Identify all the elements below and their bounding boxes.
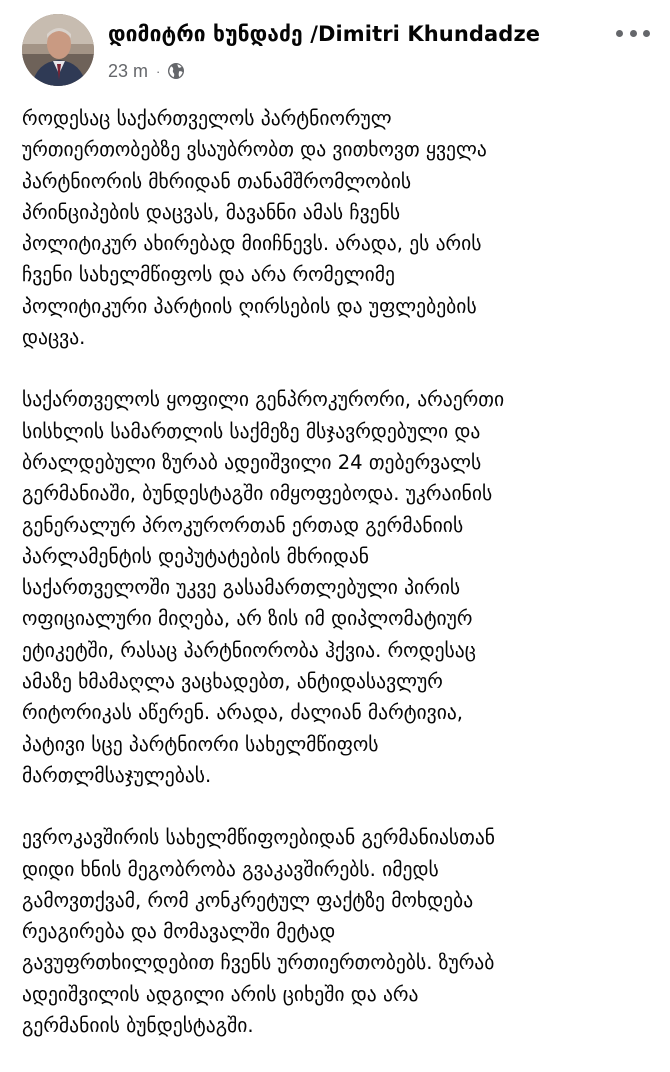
author-name[interactable]: დიმიტრი ხუნდაძე /Dimitri Khundadze [108, 22, 541, 46]
post-meta [108, 60, 185, 82]
more-options-button[interactable] [616, 20, 650, 46]
more-horizontal-icon [616, 30, 623, 37]
post-paragraph: საქართველოს ყოფილი გენპროკურორი, არაერთი სისხლის სამართლის საქმეზე მსჯავრდებული და ბრალდებული ზურაბ ადეიშვილი 24 თებერვალს გერმანიაში, ბუნდესტაგში იმყოფებოდა. უკრაინის გენერალურ პროკურორთან ერთად გერმანიის პარლამენტის დეპუტატების მხრიდან საქართველოში უკვე გასამართლებული პირის ოფიციალური მიღება, არ ზის იმ დიპლომატიურ ეტიკეტში, რასაც პარტნიორობა ჰქვია. როდესაც ამაზე ხმამაღლა ვაცხადებთ, ანტიდასავლურ რიტორიკას აწერენ. არადა, ძალიან მარტივია, პატივი სცე პარტნიორი სახელმწიფოს მართლმსაჯულებას. [22, 388, 505, 787]
post-body [22, 103, 652, 1072]
meta-separator: · [156, 63, 161, 79]
post-header [0, 0, 670, 92]
more-horizontal-icon [630, 30, 637, 37]
more-horizontal-icon [643, 30, 650, 37]
post-paragraph: ევროკავშირის სახელმწიფოებიდან გერმანიასთან დიდი ხნის მეგობრობა გვაკავშირებს. იმედს გამოვთქვამ, რომ კონკრეტულ ფაქტზე მოხდება რეაგირება და მომავალში მეტად გავუფრთხილდებით ჩვენს ურთიერთობებს. ზურაბ ადეიშვილის ადგილი არის ციხეში და არა გერმანიის ბუნდესტაგში. [22, 826, 496, 1038]
profile-photo [22, 14, 94, 86]
author-avatar[interactable] [22, 14, 94, 86]
globe-icon[interactable] [167, 62, 185, 80]
post-paragraph: როდესაც საქართველოს პარტნიორულ ურთიერთობებზე ვსაუბრობთ და ვითხოვთ ყველა პარტნიორის მხრიდან თანამშრომლობის პრინციპების დაცვას, მავანნი ამას ჩვენს პოლიტიკურ ახირებად მიიჩნევს. არადა, ეს არის ჩვენი სახელმწიფოს და არა რომელიმე პოლიტიკური პარტიის ღირსების და უფლებების დაცვა. [22, 107, 487, 350]
post-timestamp[interactable]: 23 m [108, 60, 149, 81]
